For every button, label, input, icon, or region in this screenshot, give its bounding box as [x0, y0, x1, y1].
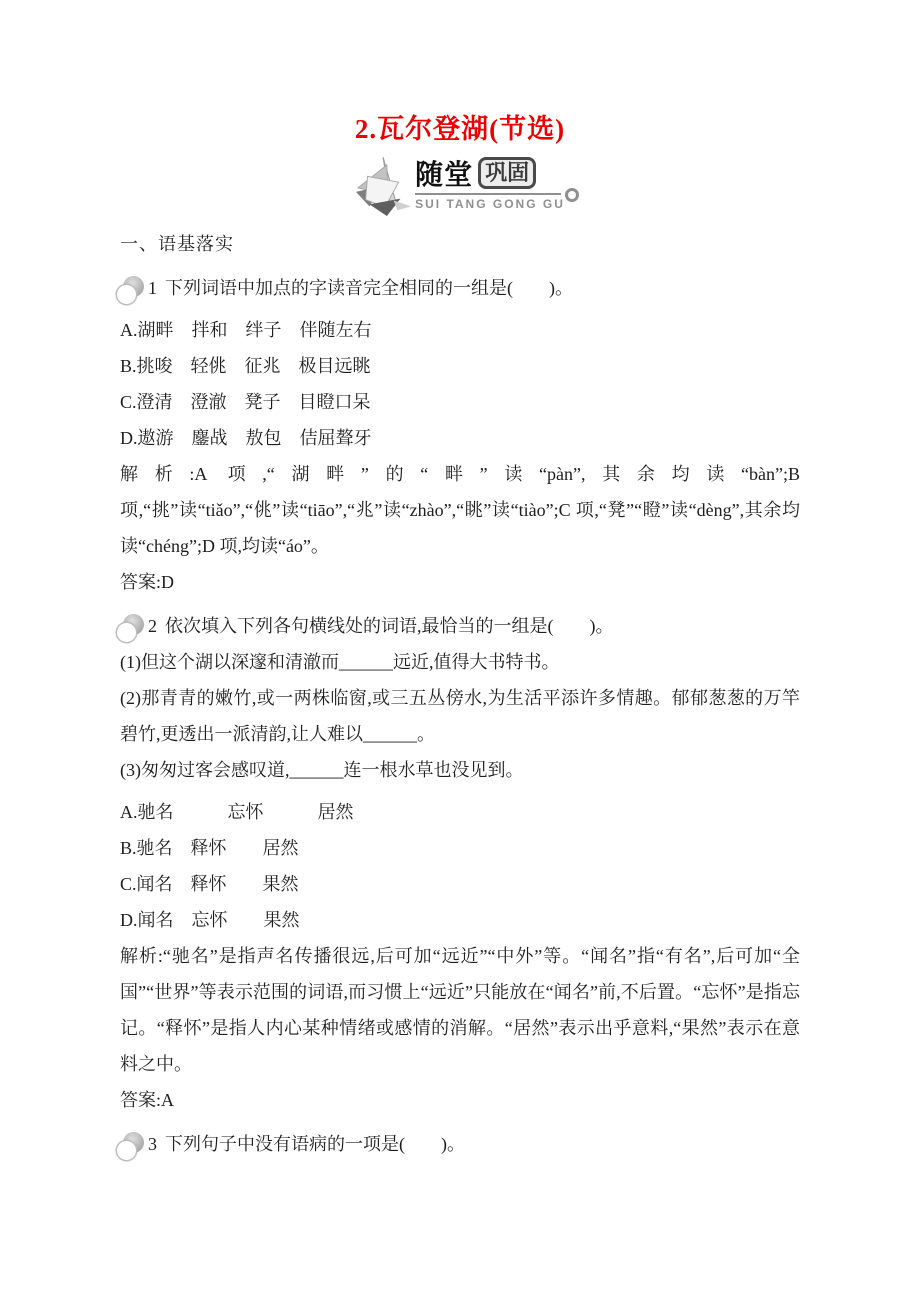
analysis-text: 解析:A 项,“湖畔”的“畔”读“pàn”,其余均读“bàn”;B 项,“挑”读“tiǎo”,“佻”读“tiāo”,“兆”读“zhào”,“眺”读“tiào”;C 项,“凳”“瞪”读“dèng”,其余均读“chéng”;D 项,均读“áo”。 [120, 464, 800, 556]
question-3 [120, 1126, 800, 1162]
option-b: B.驰名 释怀 居然 [120, 838, 299, 858]
option-d: D.闻名 忘怀 果然 [120, 910, 300, 930]
question-stem: 依次填入下列各句横线处的词语,最恰当的一组是( )。 [165, 616, 614, 636]
question-1-options [120, 312, 800, 456]
answer-text: 答案:A [120, 1090, 174, 1110]
logo-main-text: 随堂 [415, 159, 474, 190]
question-1 [120, 270, 800, 600]
blank-item-3: (3)匆匆过客会感叹道,______连一根水草也没见到。 [120, 760, 524, 780]
logo-badge: 巩固 [478, 157, 536, 189]
question-number: 3 [148, 1134, 157, 1154]
suitang-gonggu-logo [0, 154, 920, 220]
option-c: C.闻名 释怀 果然 [120, 874, 299, 894]
option-d: D.遨游 鏖战 敖包 佶屈聱牙 [120, 428, 372, 448]
worksheet-content [120, 220, 800, 1162]
option-b: B.挑唆 轻佻 征兆 极目远眺 [120, 356, 371, 376]
option-a: A.驰名 忘怀 居然 [120, 802, 354, 822]
question-number: 2 [148, 616, 157, 636]
blank-item-2: (2)那青青的嫩竹,或一两株临窗,或三五丛傍水,为生活平添许多情趣。郁郁葱葱的万竿碧竹,更透出一派清韵,让人难以______。 [120, 688, 800, 744]
section-heading: 一、语基落实 [120, 234, 234, 254]
option-a: A.湖畔 拌和 绊子 伴随左右 [120, 320, 372, 340]
question-bullet-icon [120, 276, 144, 301]
question-stem: 下列句子中没有语病的一项是( )。 [165, 1134, 465, 1154]
question-3-stem-line [120, 1126, 800, 1162]
question-bullet-icon [120, 1132, 144, 1157]
paper-plane-icon [355, 156, 413, 218]
blank-item-1: (1)但这个湖以深邃和清澈而______远近,值得大书特书。 [120, 652, 560, 672]
logo-rule [415, 193, 561, 195]
answer-text: 答案:D [120, 572, 174, 592]
page-title: 2.瓦尔登湖(节选) [354, 114, 566, 144]
question-stem: 下列词语中加点的字读音完全相同的一组是( )。 [165, 278, 573, 298]
question-number: 1 [148, 278, 157, 298]
question-2 [120, 608, 800, 1118]
analysis-text: 解析:“驰名”是指声名传播很远,后可加“远近”“中外”等。“闻名”指“有名”,后可加“全国”“世界”等表示范围的词语,而习惯上“远近”只能放在“闻名”前,不后置。“忘怀”是指忘记。“释怀”是指人内心某种情绪或感情的消解。“居然”表示出乎意料,“果然”表示在意料之中。 [120, 946, 800, 1074]
logo-circle-icon [565, 188, 579, 202]
logo-text-group [415, 154, 565, 211]
question-1-stem-line [120, 270, 800, 306]
logo-subtitle: SUI TANG GONG GU [415, 197, 565, 211]
question-bullet-icon [120, 614, 144, 639]
question-2-stem-line [120, 608, 800, 644]
question-2-options [120, 794, 800, 938]
option-c: C.澄清 澄澈 凳子 目瞪口呆 [120, 392, 371, 412]
